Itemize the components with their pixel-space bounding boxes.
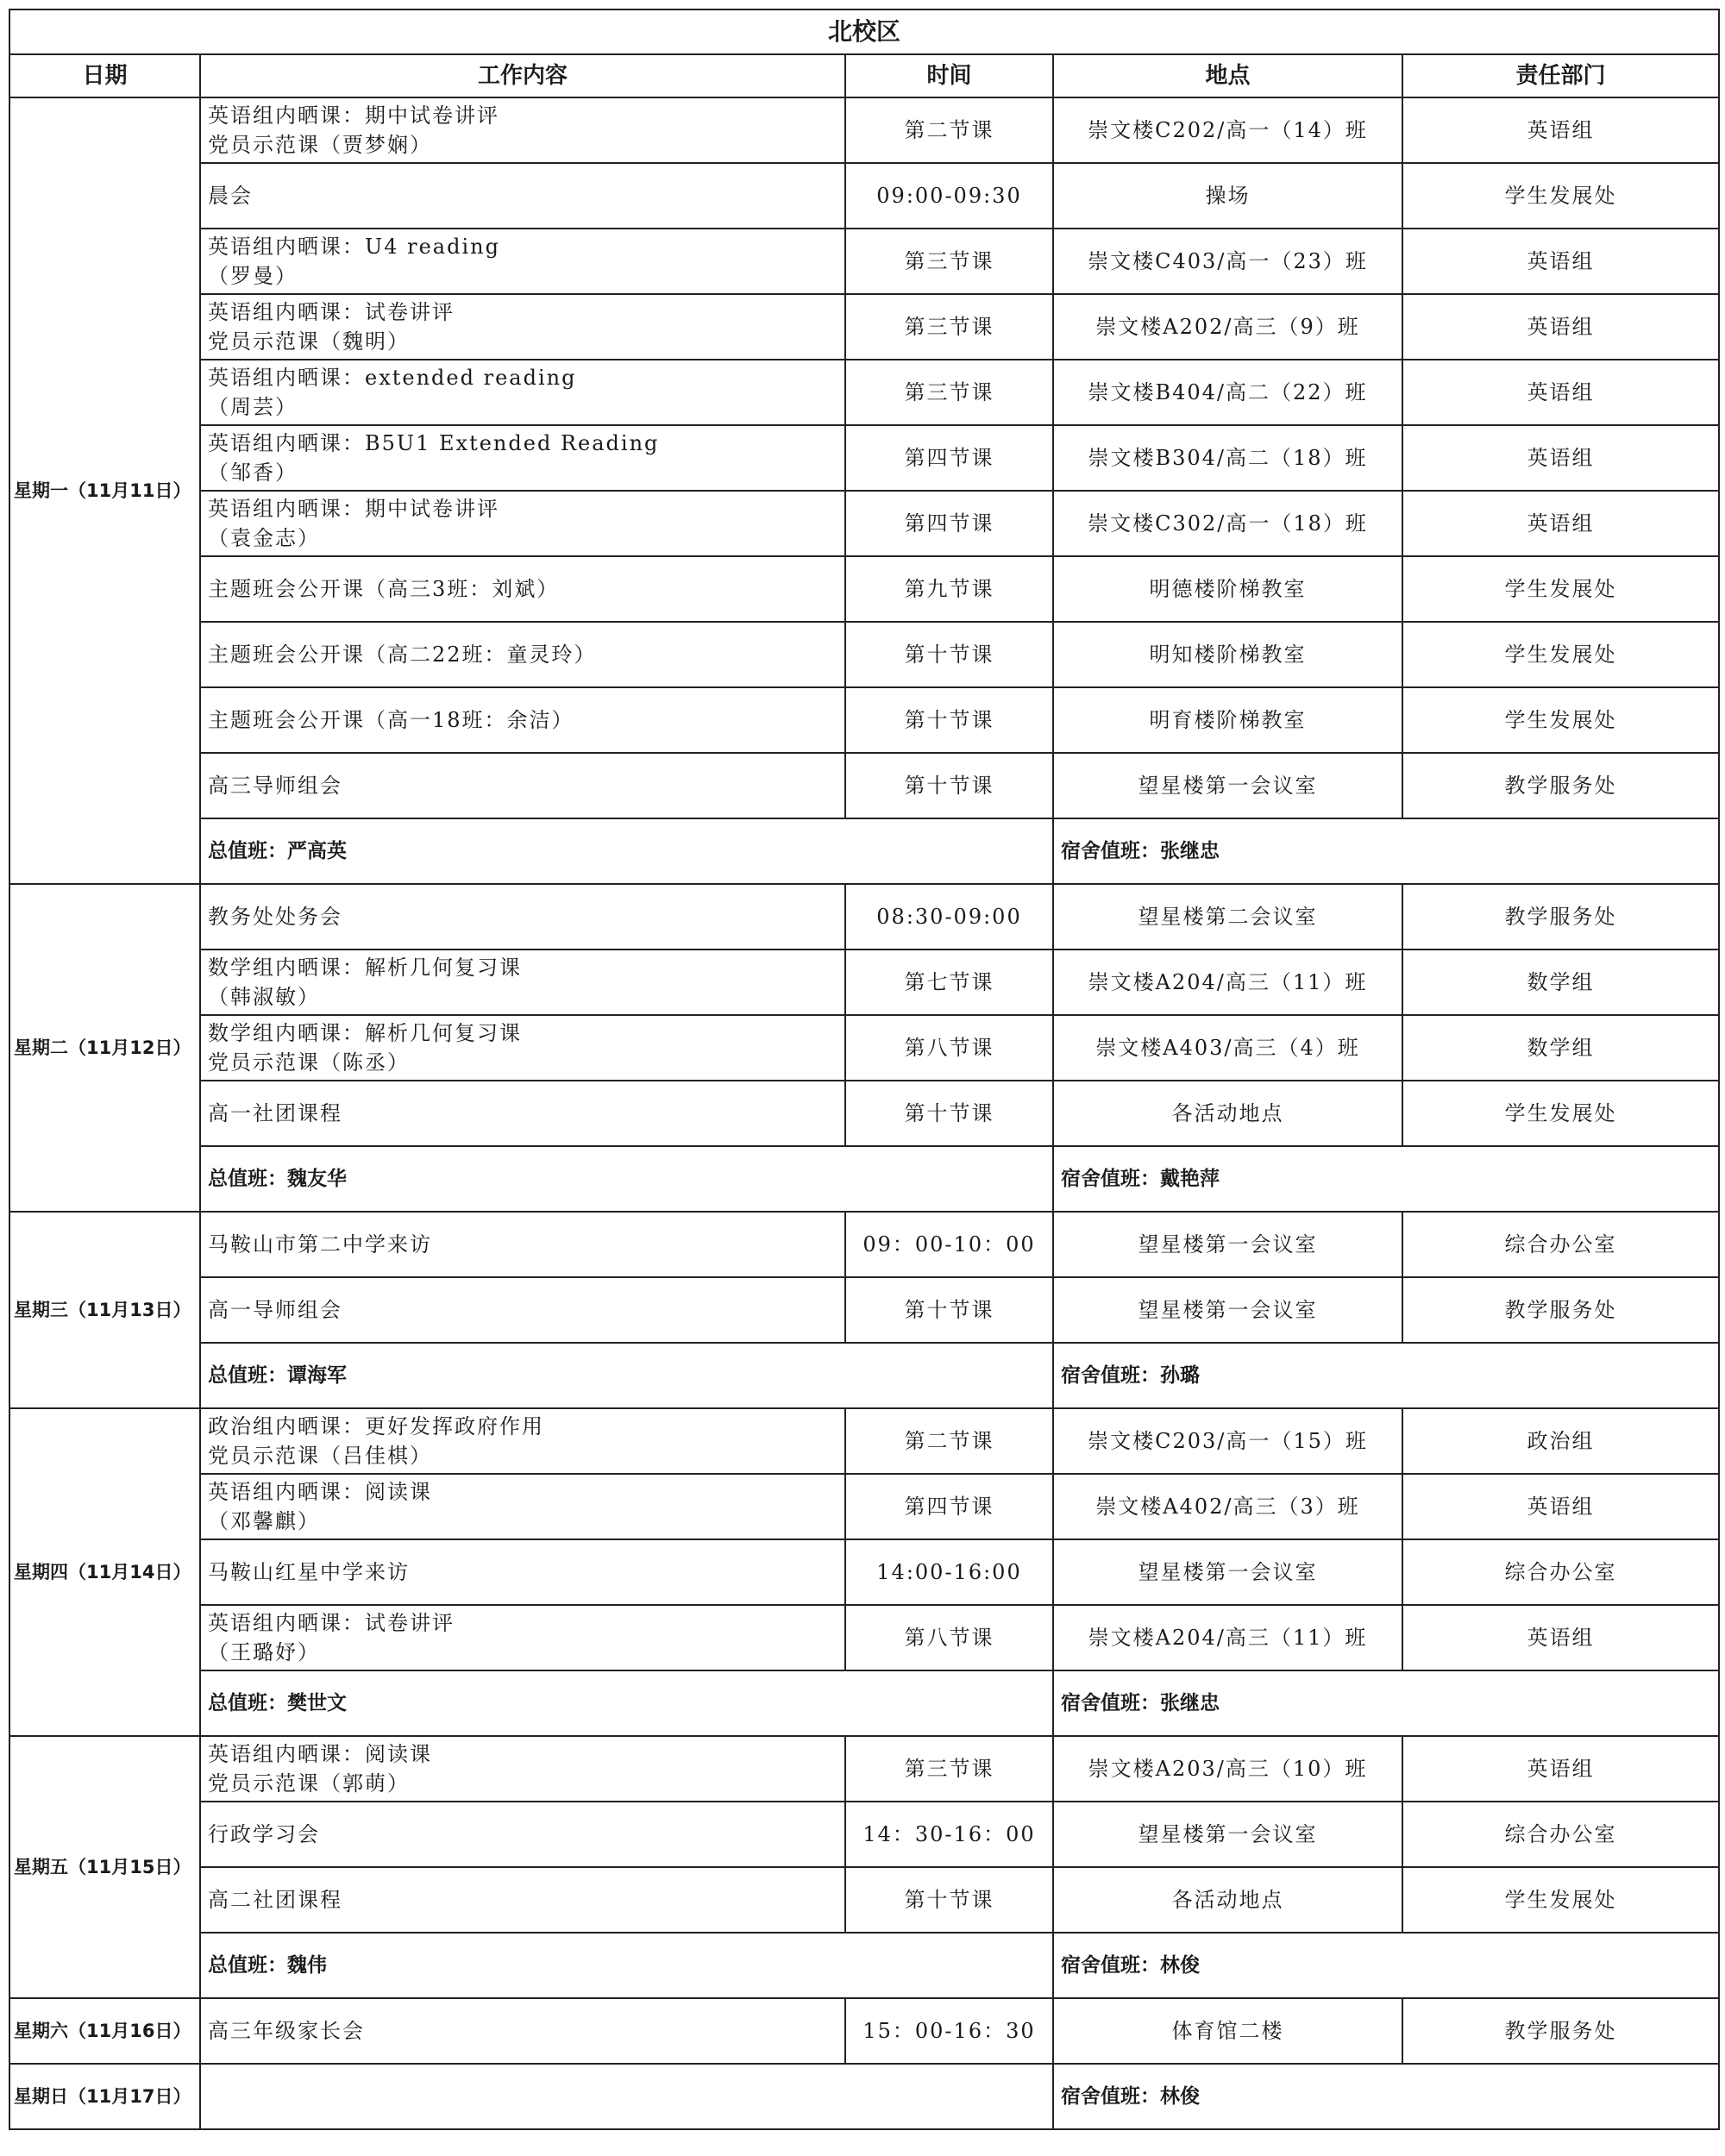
event-place: 崇文楼A403/高三（4）班 [1053,1015,1402,1081]
event-time: 08:30-09:00 [845,884,1053,950]
table-row [9,1277,1719,1343]
event-dept: 英语组 [1402,97,1719,163]
event-time: 第四节课 [845,425,1053,491]
event-content-line: （韩淑敏） [208,985,320,1009]
event-content [200,294,845,360]
event-place: 望星楼第一会议室 [1053,753,1402,818]
event-content [200,1212,845,1277]
general-duty [200,2064,1053,2129]
header-date: 日期 [9,54,200,97]
day-label: 星期日（11月17日） [9,2064,200,2129]
event-place: 崇文楼A204/高三（11）班 [1053,950,1402,1015]
event-time: 第二节课 [845,97,1053,163]
general-duty-name: 谭海军 [287,1364,347,1387]
event-content [200,950,845,1015]
general-duty [200,1670,1053,1736]
event-dept: 英语组 [1402,1605,1719,1670]
campus-title: 北校区 [9,9,1719,54]
table-row [9,1212,1719,1277]
table-row [9,1015,1719,1081]
event-time: 第十节课 [845,1867,1053,1933]
event-content-line: 晨会 [208,184,253,208]
dorm-duty-name: 林俊 [1160,1954,1200,1977]
event-place: 明德楼阶梯教室 [1053,556,1402,622]
header-time: 时间 [845,54,1053,97]
event-place: 崇文楼B304/高二（18）班 [1053,425,1402,491]
event-content-line: 党员示范课（郭萌） [208,1771,410,1796]
table-row [9,360,1719,425]
event-content-line: 高三年级家长会 [208,2019,365,2043]
event-dept: 英语组 [1402,229,1719,294]
schedule-table [9,9,1720,2130]
event-dept: 英语组 [1402,1736,1719,1802]
event-place: 体育馆二楼 [1053,1998,1402,2064]
dorm-duty [1053,2064,1719,2129]
event-content [200,1015,845,1081]
event-content-line: 马鞍山红星中学来访 [208,1560,410,1584]
header-content: 工作内容 [200,54,845,97]
event-content-line: 高三导师组会 [208,774,342,798]
event-dept: 教学服务处 [1402,1277,1719,1343]
event-content-line: 高一社团课程 [208,1101,342,1125]
event-place: 崇文楼A203/高三（10）班 [1053,1736,1402,1802]
event-time: 第三节课 [845,229,1053,294]
table-row [9,425,1719,491]
table-row [9,950,1719,1015]
general-duty-label: 总值班： [208,1954,287,1977]
general-duty-name: 魏友华 [287,1168,347,1190]
event-content [200,1474,845,1539]
dorm-duty [1053,1933,1719,1998]
event-content-line: 英语组内晒课：extended reading [208,366,577,390]
table-row [9,1867,1719,1933]
table-row [9,687,1719,753]
event-dept: 学生发展处 [1402,556,1719,622]
event-dept: 英语组 [1402,425,1719,491]
event-content-line: 马鞍山市第二中学来访 [208,1232,432,1257]
general-duty [200,818,1053,884]
event-content-line: （袁金志） [208,526,320,550]
table-row [9,1736,1719,1802]
event-time: 14:00-16:00 [845,1539,1053,1605]
table-row [9,229,1719,294]
table-row [9,753,1719,818]
event-place: 明知楼阶梯教室 [1053,622,1402,687]
event-place: 崇文楼A204/高三（11）班 [1053,1605,1402,1670]
event-content-line: （邓馨麒） [208,1509,320,1533]
event-dept: 政治组 [1402,1408,1719,1474]
event-time: 第三节课 [845,360,1053,425]
event-content-line: 英语组内晒课：试卷讲评 [208,1611,455,1635]
event-place: 望星楼第二会议室 [1053,884,1402,950]
dorm-duty [1053,1146,1719,1212]
dorm-duty-label: 宿舍值班： [1061,1364,1160,1387]
event-place: 崇文楼A402/高三（3）班 [1053,1474,1402,1539]
event-content-line: 英语组内晒课：期中试卷讲评 [208,497,499,521]
event-time: 第四节课 [845,1474,1053,1539]
day-label: 星期六（11月16日） [9,1998,200,2064]
dorm-duty-label: 宿舍值班： [1061,1168,1160,1190]
event-content [200,425,845,491]
dorm-duty-label: 宿舍值班： [1061,1954,1160,1977]
event-place: 崇文楼C203/高一（15）班 [1053,1408,1402,1474]
event-content-line: 政治组内晒课：更好发挥政府作用 [208,1414,544,1438]
event-dept: 数学组 [1402,950,1719,1015]
dorm-duty-name: 林俊 [1160,2085,1200,2108]
event-time: 第九节课 [845,556,1053,622]
event-place: 各活动地点 [1053,1081,1402,1146]
event-content-line: （罗曼） [208,264,298,288]
table-row [9,1408,1719,1474]
table-row [9,163,1719,229]
event-content [200,1867,845,1933]
event-dept: 英语组 [1402,1474,1719,1539]
event-place: 望星楼第一会议室 [1053,1212,1402,1277]
event-content-line: 英语组内晒课：U4 reading [208,235,500,259]
event-content [200,1736,845,1802]
event-time: 15：00-16：30 [845,1998,1053,2064]
day-label: 星期三（11月13日） [9,1212,200,1408]
event-time: 09：00-10：00 [845,1212,1053,1277]
table-row [9,622,1719,687]
event-content-line: 英语组内晒课：阅读课 [208,1742,432,1766]
event-time: 09:00-09:30 [845,163,1053,229]
event-dept: 英语组 [1402,294,1719,360]
event-dept: 英语组 [1402,491,1719,556]
event-content [200,753,845,818]
event-content-line: 党员示范课（陈丞） [208,1050,410,1075]
general-duty-label: 总值班： [208,1168,287,1190]
event-content [200,622,845,687]
general-duty-label: 总值班： [208,1364,287,1387]
event-time: 第十节课 [845,687,1053,753]
event-time: 第七节课 [845,950,1053,1015]
event-time: 第十节课 [845,1277,1053,1343]
event-dept: 数学组 [1402,1015,1719,1081]
event-content-line: （周芸） [208,395,298,419]
event-content-line: （邹香） [208,461,298,485]
table-row [9,1539,1719,1605]
general-duty [200,1146,1053,1212]
header-place: 地点 [1053,54,1402,97]
event-content-line: 教务处处务会 [208,905,342,929]
event-content-line: 数学组内晒课：解析几何复习课 [208,956,522,980]
event-content [200,97,845,163]
event-content [200,360,845,425]
event-content [200,1539,845,1605]
duty-row [9,1343,1719,1408]
event-content [200,491,845,556]
duty-row [9,1670,1719,1736]
event-place: 望星楼第一会议室 [1053,1277,1402,1343]
event-time: 第四节课 [845,491,1053,556]
general-duty-name: 严高英 [287,840,347,862]
event-place: 崇文楼C202/高一（14）班 [1053,97,1402,163]
event-content-line: 英语组内晒课：阅读课 [208,1480,432,1504]
event-time: 第十节课 [845,1081,1053,1146]
dorm-duty [1053,1343,1719,1408]
general-duty [200,1933,1053,1998]
event-content [200,163,845,229]
general-duty-name: 魏伟 [287,1954,327,1977]
table-row [9,1474,1719,1539]
event-time: 第八节课 [845,1605,1053,1670]
event-content-line: 党员示范课（吕佳棋） [208,1444,432,1468]
event-dept: 学生发展处 [1402,1081,1719,1146]
table-row [9,1998,1719,2064]
event-place: 望星楼第一会议室 [1053,1802,1402,1867]
event-dept: 学生发展处 [1402,622,1719,687]
header-dept: 责任部门 [1402,54,1719,97]
event-content-line: 高二社团课程 [208,1888,342,1912]
event-content-line: 党员示范课（魏明） [208,329,410,354]
event-dept: 学生发展处 [1402,687,1719,753]
event-place: 操场 [1053,163,1402,229]
event-time: 第三节课 [845,294,1053,360]
table-row [9,884,1719,950]
dorm-duty [1053,1670,1719,1736]
event-content-line: 英语组内晒课：期中试卷讲评 [208,103,499,128]
event-content [200,1998,845,2064]
event-dept: 教学服务处 [1402,1998,1719,2064]
event-place: 崇文楼A202/高三（9）班 [1053,294,1402,360]
event-content [200,1605,845,1670]
event-content [200,229,845,294]
event-content [200,1277,845,1343]
table-row [9,556,1719,622]
event-content-line: 主题班会公开课（高二22班：童灵玲） [208,642,597,667]
day-label: 星期一（11月11日） [9,97,200,884]
event-time: 第八节课 [845,1015,1053,1081]
general-duty-name: 樊世文 [287,1692,347,1714]
event-content-line: 党员示范课（贾梦娴） [208,133,432,157]
event-content [200,556,845,622]
event-place: 崇文楼B404/高二（22）班 [1053,360,1402,425]
event-content [200,687,845,753]
table-row [9,491,1719,556]
event-content [200,1802,845,1867]
dorm-duty-name: 张继忠 [1160,840,1220,862]
day-label: 星期二（11月12日） [9,884,200,1212]
dorm-duty-label: 宿舍值班： [1061,1692,1160,1714]
event-place: 望星楼第一会议室 [1053,1539,1402,1605]
event-time: 14：30-16：00 [845,1802,1053,1867]
event-dept: 学生发展处 [1402,163,1719,229]
table-row [9,1802,1719,1867]
event-content [200,1408,845,1474]
day-label: 星期五（11月15日） [9,1736,200,1998]
event-content [200,884,845,950]
table-row [9,97,1719,163]
event-content-line: 主题班会公开课（高三3班：刘斌） [208,577,560,601]
event-content-line: 英语组内晒课：试卷讲评 [208,300,455,324]
dorm-duty [1053,818,1719,884]
event-place: 明育楼阶梯教室 [1053,687,1402,753]
dorm-duty-label: 宿舍值班： [1061,840,1160,862]
event-dept: 英语组 [1402,360,1719,425]
duty-row [9,1933,1719,1998]
event-time: 第三节课 [845,1736,1053,1802]
event-dept: 综合办公室 [1402,1212,1719,1277]
event-content-line: 主题班会公开课（高一18班：余洁） [208,708,574,732]
duty-row [9,818,1719,884]
event-time: 第十节课 [845,753,1053,818]
day-label: 星期四（11月14日） [9,1408,200,1736]
event-dept: 综合办公室 [1402,1539,1719,1605]
event-dept: 教学服务处 [1402,753,1719,818]
general-duty [200,1343,1053,1408]
dorm-duty-name: 戴艳萍 [1160,1168,1220,1190]
event-content [200,1081,845,1146]
table-row [9,1081,1719,1146]
event-time: 第二节课 [845,1408,1053,1474]
duty-row [9,1146,1719,1212]
event-content-line: 高一导师组会 [208,1298,342,1322]
title-row [9,9,1719,54]
event-content-line: 英语组内晒课：B5U1 Extended Reading [208,431,660,455]
event-content-line: 数学组内晒课：解析几何复习课 [208,1021,522,1045]
dorm-duty-name: 孙璐 [1160,1364,1200,1387]
event-dept: 学生发展处 [1402,1867,1719,1933]
event-dept: 综合办公室 [1402,1802,1719,1867]
dorm-duty-name: 张继忠 [1160,1692,1220,1714]
general-duty-label: 总值班： [208,1692,287,1714]
header-row [9,54,1719,97]
event-content-line: 行政学习会 [208,1822,320,1846]
event-time: 第十节课 [845,622,1053,687]
duty-row [9,2064,1719,2129]
event-dept: 教学服务处 [1402,884,1719,950]
event-place: 崇文楼C302/高一（18）班 [1053,491,1402,556]
table-row [9,1605,1719,1670]
dorm-duty-label: 宿舍值班： [1061,2085,1160,2108]
event-content-line: （王璐妤） [208,1640,320,1664]
event-place: 崇文楼C403/高一（23）班 [1053,229,1402,294]
event-place: 各活动地点 [1053,1867,1402,1933]
table-row [9,294,1719,360]
general-duty-label: 总值班： [208,840,287,862]
